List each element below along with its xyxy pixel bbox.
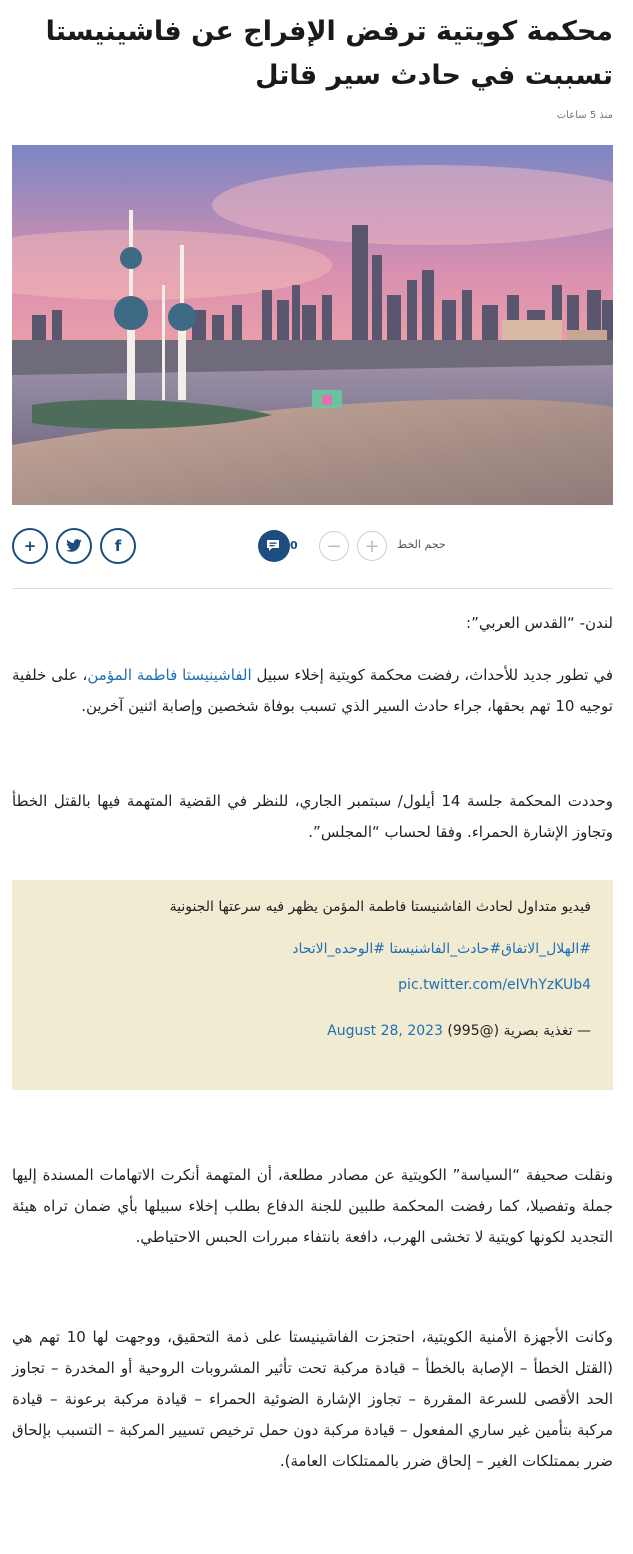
tweet-hashtags[interactable]: #الهلال_الاتفاق#حادث_الفاشنيستا #الوحده_الاتحاد	[292, 941, 591, 957]
font-size-label: حجم الخط	[397, 538, 446, 551]
tweet-author: — تغذية بصرية (@995)	[447, 1023, 591, 1039]
twitter-icon	[66, 539, 82, 553]
facebook-icon: f	[114, 537, 122, 555]
article-title: محكمة كويتية ترفض الإفراج عن فاشينيستا تسببت في حادث سير قاتل	[45, 16, 613, 91]
comment-count: 0	[290, 539, 298, 552]
paragraph-5: وكانت الأجهزة الأمنية الكويتية، احتجزت الفاشينيستا على ذمة التحقيق، ووجهت لها 10 تهم هي (القتل الخطأ – الإصابة بالخطأ – قيادة مركبة تحت تأثير المشروبات الروحية أو المخدرة – تجاوز الحد الأقصى للسرعة المقررة – تجاوز الإشارة الضوئية الحمراء – قيادة مركبة برعونة – قيادة مركبة بتأمين غير ساري المفعول – قيادة مركبة دون حمل ترخيص تسيير المركبة – التسبب بإلحاق ضرر بممتلكات الغير – إلحاق ضرر بالممتلكات العامة).	[12, 1328, 613, 1470]
toolbar-divider	[12, 588, 613, 589]
paragraph-3: وحددت المحكمة جلسة 14 أيلول/ سبتمبر الجاري، للنظر في القضية المتهمة فيها بالقتل الخطأ وتجاوز الإشارة الحمراء. وفقا لحساب “المجلس”.	[12, 792, 613, 841]
article-toolbar	[12, 526, 613, 566]
font-decrease-button[interactable]: −	[319, 531, 349, 561]
facebook-share-button[interactable]	[100, 528, 136, 564]
tweet-date-link[interactable]: August 28, 2023	[327, 1023, 443, 1039]
tweet-signature	[34, 1018, 591, 1044]
paragraph-2-start: في تطور جديد للأحداث، رفضت محكمة كويتية إخلاء سبيل	[251, 666, 614, 684]
share-more-button[interactable]: +	[12, 528, 48, 564]
comments-button[interactable]	[258, 530, 290, 562]
paragraph-dateline: لندن- “القدس العربي”:	[466, 614, 613, 632]
kuwait-towers-illustration	[12, 145, 613, 505]
twitter-share-button[interactable]	[56, 528, 92, 564]
article-timestamp: منذ 5 ساعات	[556, 110, 613, 121]
fashionista-link[interactable]: الفاشينيستا فاطمة المؤمن	[87, 666, 252, 684]
tweet-pic-url[interactable]: pic.twitter.com/eIVhYzKUb4	[398, 977, 591, 993]
comment-icon	[265, 538, 283, 554]
tweet-embed	[12, 880, 613, 1090]
hero-image	[12, 145, 613, 505]
tweet-pic-link[interactable]	[34, 972, 591, 998]
tweet-text: فيديو متداول لحادث الفاشنيستا فاطمة المؤمن يظهر فيه سرعتها الجنونية	[169, 899, 591, 915]
paragraph-4: ونقلت صحيفة “السياسة” الكويتية عن مصادر مطلعة، أن المتهمة أنكرت الاتهامات المسندة إليها جملة وتفصيلا، كما رفضت المحكمة طلبين للجنة الدفاع بطلب إخلاء سبيلها بأي ضمان تراه هيئة التجديد لكونها كويتية لا تخشى الهرب، دافعة بانتفاء مبررات الحبس الاحتياطي.	[12, 1166, 613, 1246]
font-increase-button[interactable]: +	[357, 531, 387, 561]
paragraph-2-end: ، على خلفية توجيه 10 تهم بحقها، جراء حادث السير الذي تسبب بوفاة شخصين وإصابة اثنين آخرين.	[12, 666, 613, 715]
paragraph-2	[12, 660, 613, 722]
